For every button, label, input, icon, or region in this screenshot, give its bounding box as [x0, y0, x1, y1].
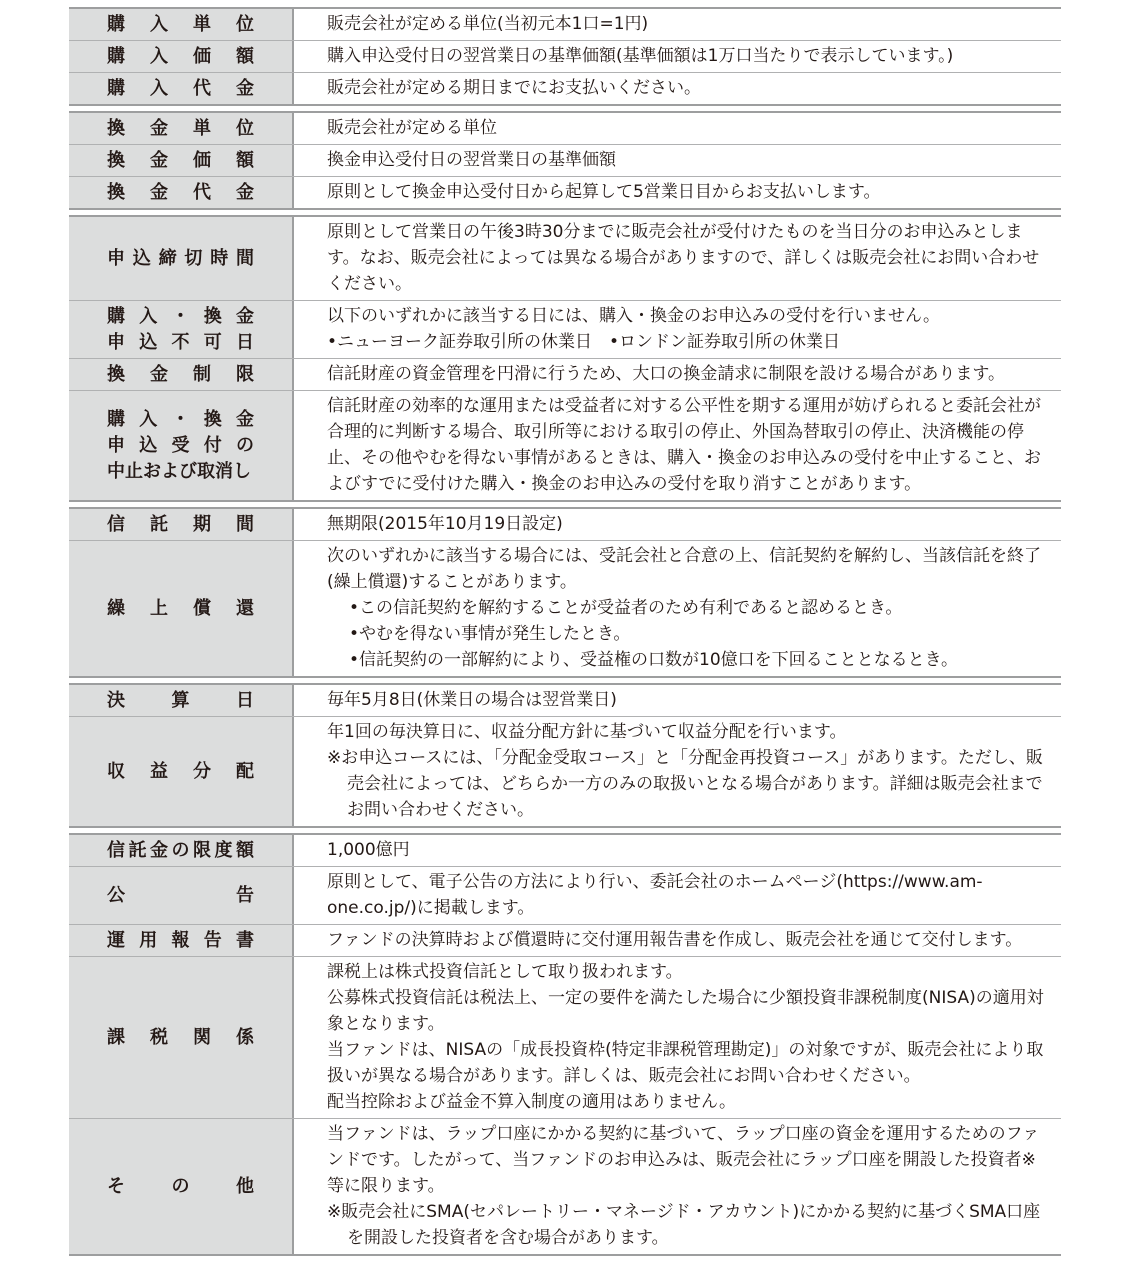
- row-label-line: 決算日: [107, 689, 254, 711]
- row-label-line: 換金価額: [107, 149, 254, 171]
- row-content: [294, 177, 1061, 208]
- table-section: [69, 111, 1061, 210]
- row-label-line: 購入単位: [107, 13, 254, 35]
- row-label: [69, 717, 294, 826]
- content-paragraph: 換金申込受付日の翌営業日の基準価額: [327, 150, 616, 170]
- row-content: [294, 391, 1061, 500]
- table-row: [69, 956, 1061, 1118]
- table-row: [69, 390, 1061, 500]
- content-paragraph: 無期限(2015年10月19日設定): [327, 514, 563, 534]
- content-paragraph: 原則として営業日の午後3時30分までに販売会社が受付けたものを当日分のお申込みとします。なお、販売会社によっては異なる場合がありますので、詳しくは販売会社にお問い合わせください。: [327, 222, 1040, 294]
- content-paragraph: 当ファンドは、ラップ口座にかかる契約に基づいて、ラップ口座の資金を運用するためのファンドです。したがって、当ファンドのお申込みは、販売会社にラップ口座を開設した投資者※等に限ります。: [327, 1124, 1040, 1196]
- row-label-line: 信託金の限度額: [107, 839, 254, 861]
- table-section: [69, 683, 1061, 828]
- content-paragraph: 以下のいずれかに該当する日には、購入・換金のお申込みの受付を行いません。: [327, 306, 941, 326]
- table-row: [69, 358, 1061, 390]
- table-row: [69, 40, 1061, 72]
- row-label: [69, 835, 294, 866]
- row-label: [69, 177, 294, 208]
- row-label: [69, 217, 294, 300]
- table-row: [69, 113, 1061, 144]
- table-row: [69, 509, 1061, 540]
- content-paragraph: 当ファンドは、NISAの「成長投資枠(特定非課税管理勘定)」の対象ですが、販売会社により取扱いが異なる場合があります。詳しくは、販売会社にお問い合わせください。: [327, 1040, 1044, 1086]
- content-paragraph: 信託財産の効率的な運用または受益者に対する公平性を期する運用が妨げられると委託会社が合理的に判断する場合、取引所等における取引の停止、外国為替取引の停止、決済機能の停止、その他やむを得ない事情があるときは、購入・換金のお申込みの受付を中止すること、およびすでに受付けた購入・換金のお申込みの受付を取り消すことがあります。: [327, 396, 1041, 494]
- content-paragraph: 次のいずれかに該当する場合には、受託会社と合意の上、信託契約を解約し、当該信託を終了(繰上償還)することがあります。: [327, 546, 1041, 592]
- content-paragraph: 公募株式投資信託は税法上、一定の要件を満たした場合に少額投資非課税制度(NISA)の適用対象となります。: [327, 988, 1044, 1034]
- row-label-line: 購入・換金: [107, 305, 254, 327]
- row-label-line: 換金代金: [107, 181, 254, 203]
- row-label: [69, 867, 294, 924]
- table-row: [69, 924, 1061, 956]
- row-label-line: 換金制限: [107, 363, 254, 385]
- content-paragraph: 1,000億円: [327, 840, 410, 860]
- row-label-line: 運用報告書: [107, 929, 254, 951]
- row-label-line: 申込受付の: [107, 434, 254, 456]
- row-label: [69, 685, 294, 716]
- row-content: [294, 925, 1061, 956]
- content-paragraph: 販売会社が定める単位: [327, 118, 497, 138]
- content-paragraph: 課税上は株式投資信託として取り扱われます。: [327, 962, 683, 982]
- table-row: [69, 540, 1061, 676]
- row-content: [294, 301, 1061, 358]
- table-row: [69, 9, 1061, 40]
- row-label: [69, 925, 294, 956]
- table-row: [69, 300, 1061, 358]
- content-paragraph: 原則として、電子公告の方法により行い、委託会社のホームページ(https://www.am-one.co.jp/)に掲載します。: [327, 872, 983, 918]
- content-paragraph: 配当控除および益金不算入制度の適用はありません。: [327, 1092, 737, 1112]
- content-paragraph: •やむを得ない事情が発生したとき。: [349, 624, 631, 644]
- row-content: [294, 717, 1061, 826]
- row-content: [294, 867, 1061, 924]
- content-paragraph: ※お申込コースには、「分配金受取コース」と「分配金再投資コース」があります。ただし、販売会社によっては、どちらか一方のみの取扱いとなる場合があります。詳細は販売会社までお問い合わせください。: [327, 748, 1043, 820]
- table-section: [69, 833, 1061, 1256]
- row-label-line: 換金単位: [107, 117, 254, 139]
- row-label-line: 収益分配: [107, 760, 254, 782]
- row-content: [294, 73, 1061, 104]
- row-label: [69, 41, 294, 72]
- content-paragraph: 購入申込受付日の翌営業日の基準価額(基準価額は1万口当たりで表示しています。): [327, 46, 954, 66]
- table-row: [69, 176, 1061, 208]
- row-label-line: 購入・換金: [107, 408, 254, 430]
- row-content: [294, 41, 1061, 72]
- row-label: [69, 145, 294, 176]
- row-content: [294, 113, 1061, 144]
- row-label-line: 申込不可日: [107, 331, 254, 353]
- row-content: [294, 217, 1061, 300]
- row-label: [69, 73, 294, 104]
- table-section: [69, 215, 1061, 502]
- content-paragraph: ファンドの決算時および償還時に交付運用報告書を作成し、販売会社を通じて交付します。: [327, 930, 1023, 950]
- row-label: [69, 509, 294, 540]
- table-row: [69, 217, 1061, 300]
- table-row: [69, 1118, 1061, 1254]
- table-section: [69, 507, 1061, 678]
- row-content: [294, 685, 1061, 716]
- content-paragraph: 販売会社が定める単位(当初元本1口=1円): [327, 14, 649, 34]
- row-label-line: 購入価額: [107, 45, 254, 67]
- table-row: [69, 144, 1061, 176]
- row-label-line: 中止および取消し: [107, 460, 251, 482]
- row-content: [294, 359, 1061, 390]
- row-content: [294, 957, 1061, 1118]
- content-paragraph: 毎年5月8日(休業日の場合は翌営業日): [327, 690, 617, 710]
- row-label-line: 公告: [107, 884, 254, 906]
- row-label: [69, 391, 294, 500]
- table-row: [69, 716, 1061, 826]
- content-paragraph: •信託契約の一部解約により、受益権の口数が10億口を下回ることとなるとき。: [349, 650, 958, 670]
- fund-terms-table: [69, 7, 1061, 1256]
- row-content: [294, 1119, 1061, 1254]
- row-label-line: 繰上償還: [107, 597, 254, 619]
- row-label: [69, 9, 294, 40]
- row-label-line: 課税関係: [107, 1026, 254, 1048]
- row-content: [294, 835, 1061, 866]
- table-row: [69, 685, 1061, 716]
- content-paragraph: ※販売会社にSMA(セパレートリー・マネージド・アカウント)にかかる契約に基づくSMA口座を開設した投資者を含む場合があります。: [327, 1202, 1041, 1248]
- row-label-line: 申込締切時間: [107, 247, 254, 269]
- row-content: [294, 9, 1061, 40]
- row-content: [294, 145, 1061, 176]
- row-label: [69, 541, 294, 676]
- content-paragraph: 原則として換金申込受付日から起算して5営業日目からお支払いします。: [327, 182, 881, 202]
- row-label: [69, 359, 294, 390]
- table-section: [69, 7, 1061, 106]
- content-paragraph: •この信託契約を解約することが受益者のため有利であると認めるとき。: [349, 598, 903, 618]
- row-label-line: 信託期間: [107, 513, 254, 535]
- row-label: [69, 1119, 294, 1254]
- row-content: [294, 541, 1061, 676]
- content-paragraph: •ニューヨーク証券取引所の休業日 •ロンドン証券取引所の休業日: [327, 332, 841, 352]
- row-label: [69, 301, 294, 358]
- content-paragraph: 年1回の毎決算日に、収益分配方針に基づいて収益分配を行います。: [327, 722, 847, 742]
- content-paragraph: 信託財産の資金管理を円滑に行うため、大口の換金請求に制限を設ける場合があります。: [327, 364, 1005, 384]
- table-row: [69, 866, 1061, 924]
- row-label-line: その他: [107, 1175, 254, 1197]
- table-row: [69, 72, 1061, 104]
- row-label: [69, 957, 294, 1118]
- row-label: [69, 113, 294, 144]
- content-paragraph: 販売会社が定める期日までにお支払いください。: [327, 78, 701, 98]
- row-label-line: 購入代金: [107, 77, 254, 99]
- table-row: [69, 835, 1061, 866]
- row-content: [294, 509, 1061, 540]
